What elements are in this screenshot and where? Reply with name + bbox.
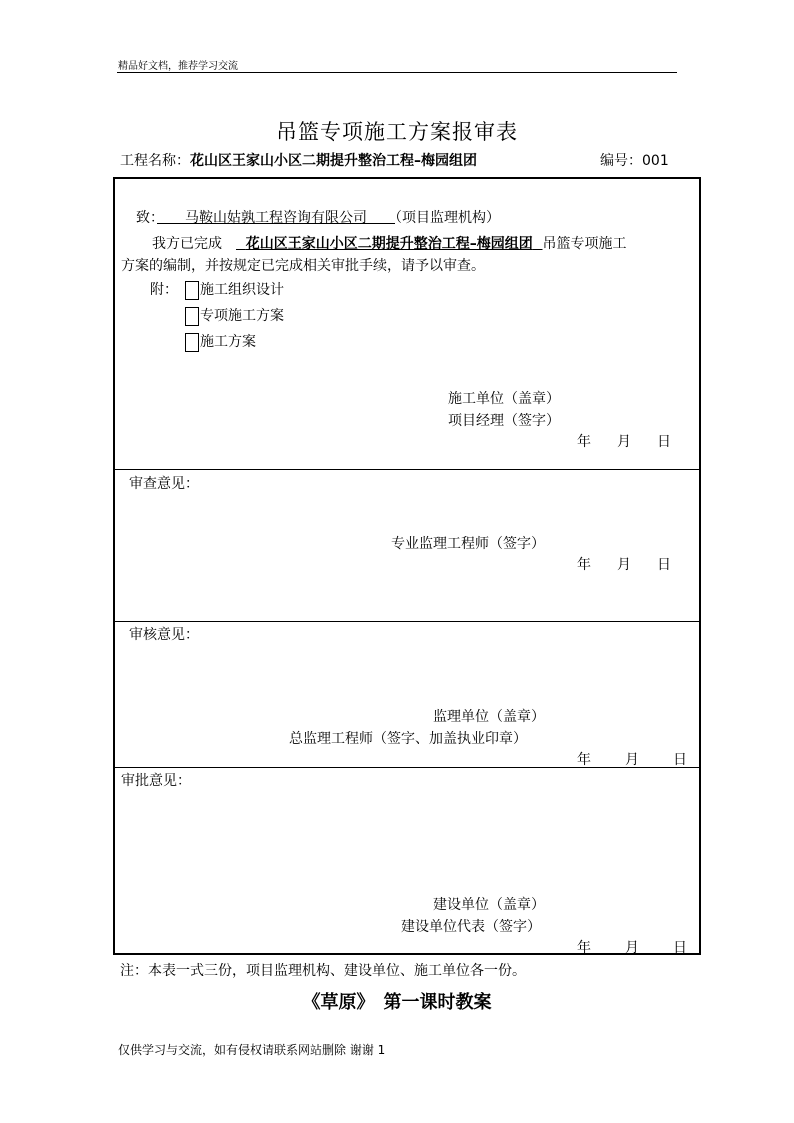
- chief-engineer-signature: 总监理工程师（签字、加盖执业印章）: [289, 731, 527, 747]
- date-day: 日: [657, 434, 671, 450]
- date-month: 月: [617, 434, 631, 450]
- footer-text: 仅供学习与交流，如有侵权请联系网站删除 谢谢: [118, 1043, 374, 1057]
- date-day: 日: [673, 940, 687, 956]
- checkbox[interactable]: [185, 281, 199, 300]
- section-divider-2: [115, 621, 699, 622]
- attachment-item: [185, 331, 256, 352]
- to-org-field: [157, 210, 395, 226]
- owner-representative-signature: 建设单位代表（签字）: [401, 919, 541, 935]
- checkbox[interactable]: [185, 333, 199, 352]
- addressee-line: [136, 207, 500, 227]
- approval-heading: 审批意见：: [121, 773, 191, 789]
- date-year: 年: [577, 434, 591, 450]
- checkbox[interactable]: [185, 307, 199, 326]
- construction-unit-seal: 施工单位（盖章）: [448, 391, 560, 407]
- project-label: 工程名称：: [120, 153, 190, 169]
- page-footer: [118, 1041, 385, 1058]
- specialty-engineer-signature: 专业监理工程师（签字）: [391, 536, 545, 552]
- attachment-item: [185, 305, 284, 326]
- date-month: 月: [617, 557, 631, 573]
- date-month: 月: [625, 752, 639, 768]
- body-suffix: 吊篮专项施工: [542, 236, 627, 252]
- body-line-1: [152, 233, 627, 253]
- attachment-label: 专项施工方案: [200, 308, 284, 324]
- body-line-2: 方案的编制，并按规定已完成相关审批手续，请予以审查。: [121, 258, 485, 274]
- date-year: 年: [577, 557, 591, 573]
- review-heading: 审查意见：: [129, 476, 199, 492]
- body-prefix: 我方已完成: [152, 236, 222, 252]
- page-number: 1: [377, 1043, 386, 1057]
- header-divider: [117, 72, 677, 73]
- section-divider-3: [115, 767, 699, 768]
- audit-heading: 审核意见：: [129, 627, 199, 643]
- page-header-text: 精品好文档，推荐学习交流: [118, 61, 238, 72]
- serial-number: 001: [642, 153, 669, 169]
- supervision-unit-seal: 监理单位（盖章）: [433, 709, 545, 725]
- owner-unit-seal: 建设单位（盖章）: [433, 897, 545, 913]
- form-table: [113, 177, 701, 955]
- form-title: 吊篮专项施工方案报审表: [276, 120, 518, 144]
- project-row: [120, 150, 477, 170]
- section-divider-1: [115, 469, 699, 470]
- body-project: 花山区王家山小区二期提升整治工程–梅园组团: [245, 236, 533, 252]
- date-day: 日: [657, 557, 671, 573]
- lesson-subtitle: 《草原》 第一课时教案: [302, 992, 492, 1013]
- project-name: 花山区王家山小区二期提升整治工程–梅园组团: [190, 153, 477, 169]
- date-day: 日: [673, 752, 687, 768]
- attachments-label: 附：: [150, 282, 178, 298]
- date-month: 月: [625, 940, 639, 956]
- to-label: 致：: [136, 210, 157, 226]
- date-year: 年: [577, 940, 591, 956]
- form-note: 注：本表一式三份，项目监理机构、建设单位、施工单位各一份。: [120, 963, 526, 979]
- project-manager-signature: 项目经理（签字）: [448, 413, 560, 429]
- attachment-item: [185, 279, 284, 300]
- date-year: 年: [577, 752, 591, 768]
- attachment-label: 施工方案: [200, 334, 256, 350]
- to-role: （项目监理机构）: [395, 210, 500, 226]
- attachment-label: 施工组织设计: [200, 282, 284, 298]
- to-org: 马鞍山姑孰工程咨询有限公司: [185, 210, 367, 226]
- serial-row: [600, 150, 669, 170]
- serial-label: 编号：: [600, 153, 642, 169]
- body-project-field: [236, 236, 543, 252]
